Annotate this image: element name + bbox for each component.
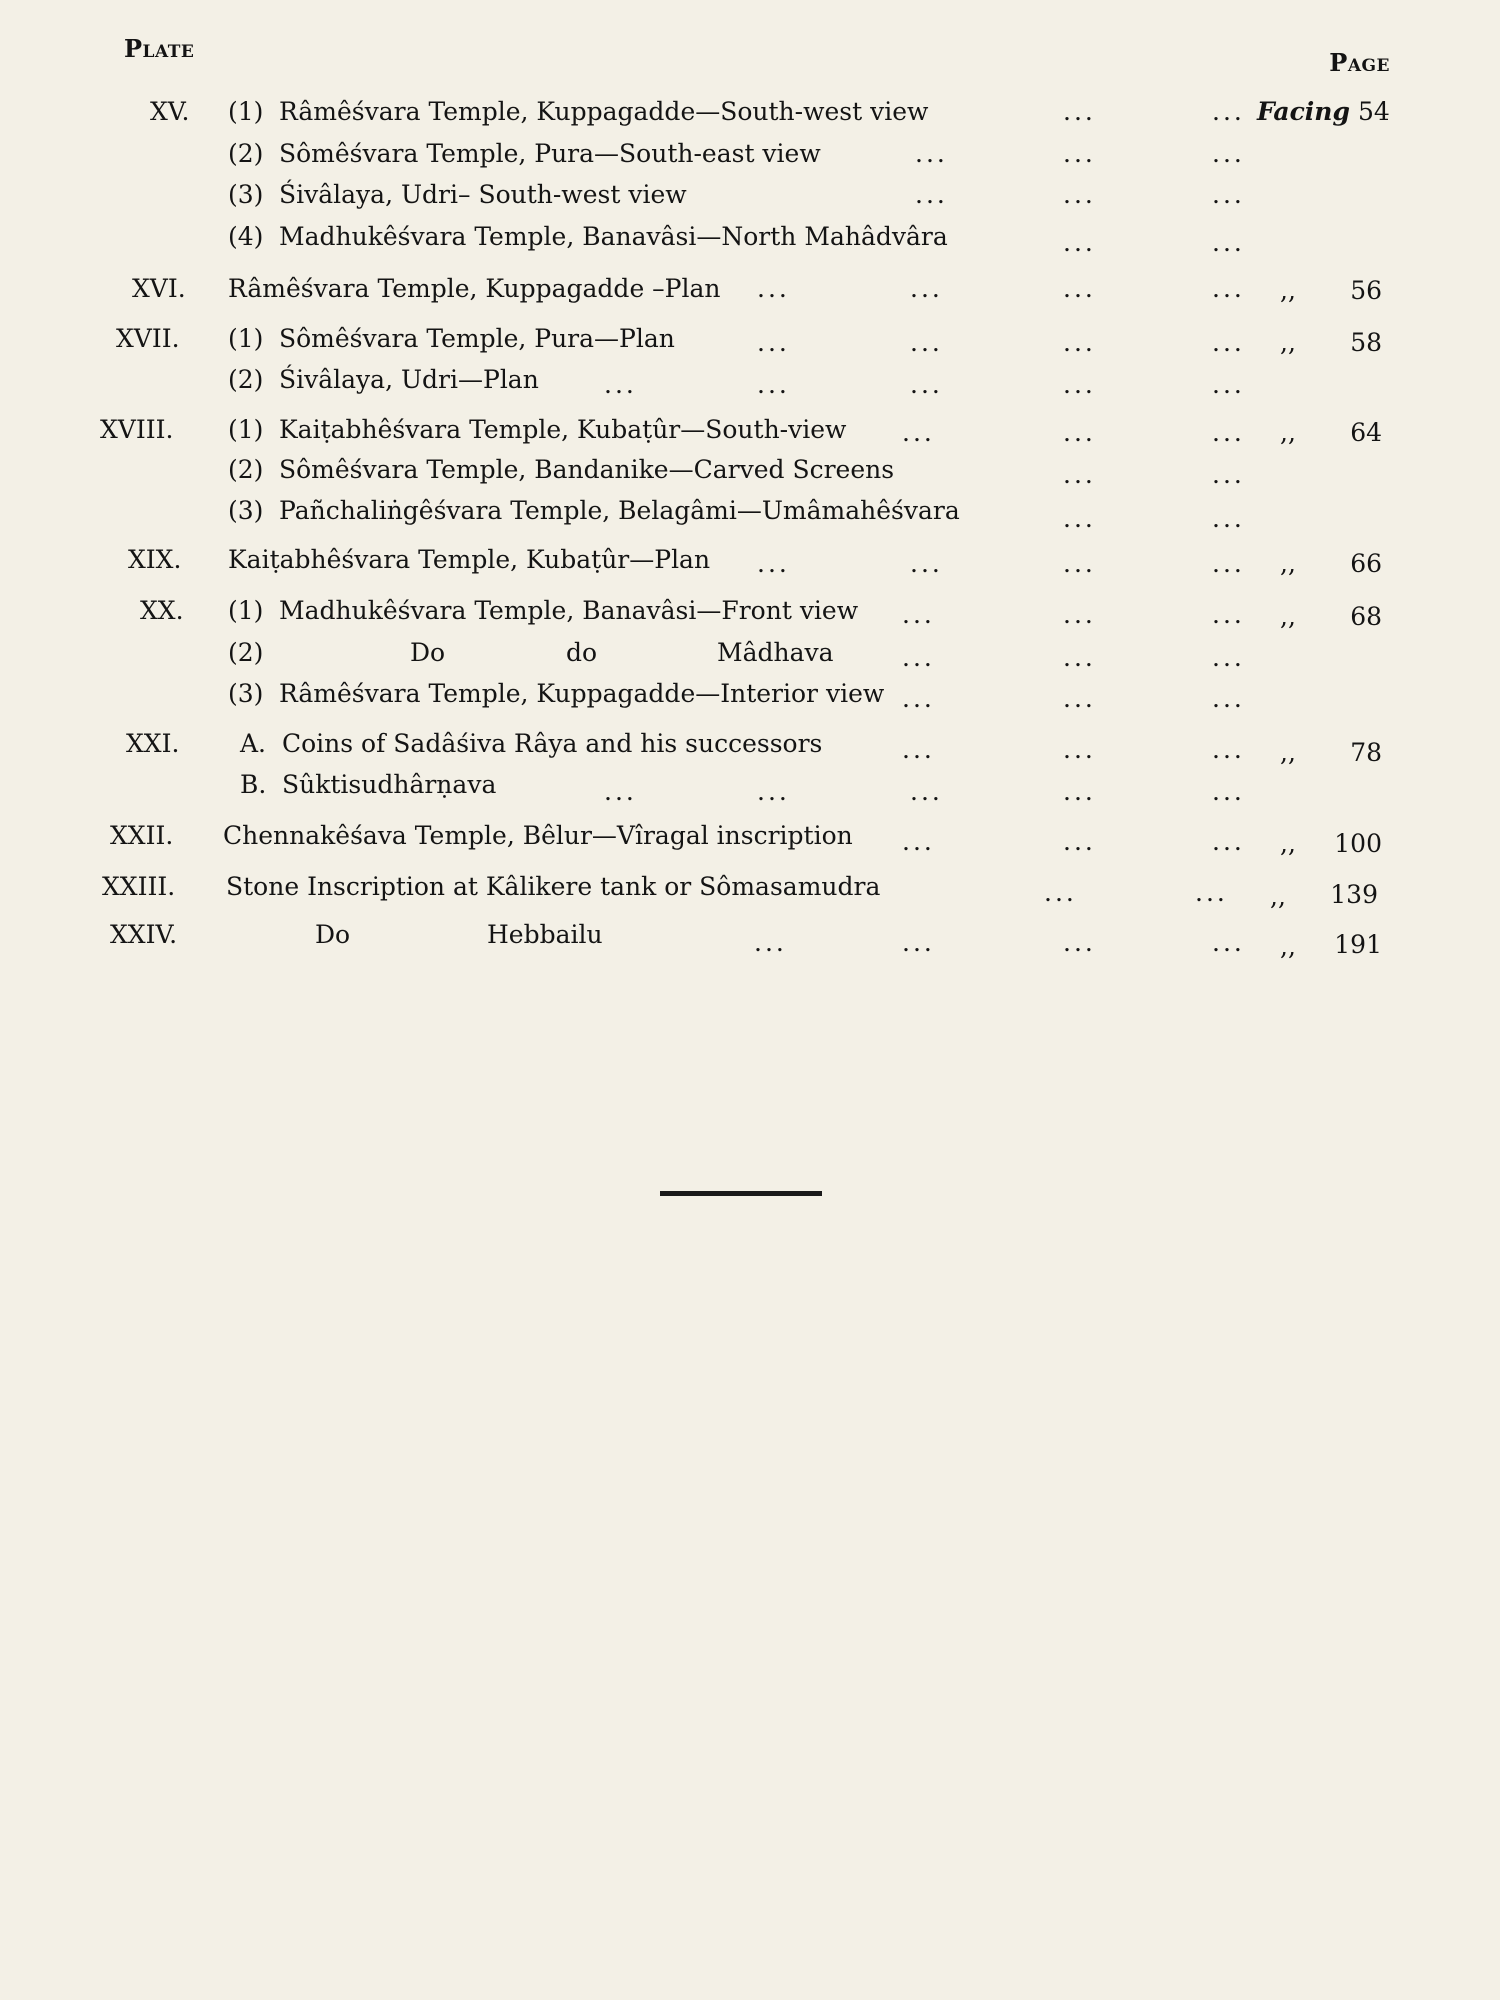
dot-leader: ... <box>1212 643 1245 672</box>
item-number: (1) <box>228 596 264 625</box>
dot-leader: ... <box>910 370 943 399</box>
ditto-mark: ,, <box>1280 276 1296 305</box>
ditto-mark: ,, <box>1280 738 1296 767</box>
plate-number: XVII. <box>116 324 180 353</box>
page-number: 68 <box>1350 602 1382 631</box>
item-number: (1) <box>228 415 264 444</box>
dot-leader: ... <box>1212 418 1245 447</box>
item-title: Kaiṭabhêśvara Temple, Kubaṭûr—South-view <box>279 415 847 444</box>
item-title: Kaiṭabhêśvara Temple, Kubaṭûr—Plan <box>228 545 711 574</box>
dot-leader: ... <box>1212 504 1245 533</box>
dot-leader: ... <box>757 370 790 399</box>
dot-leader: ... <box>1063 370 1096 399</box>
item-title: Chennakêśava Temple, Bêlur—Vîragal inscription <box>223 821 853 850</box>
item-number: (1) <box>228 324 264 353</box>
dot-leader: ... <box>915 139 948 168</box>
plate-column-header: Plate <box>124 34 195 63</box>
dot-leader: ... <box>902 643 935 672</box>
ditto-do: do <box>566 638 598 667</box>
dot-leader: ... <box>1212 735 1245 764</box>
dot-leader: ... <box>604 777 637 806</box>
ditto-do: Do <box>315 920 351 949</box>
dot-leader: ... <box>1063 460 1096 489</box>
dot-leader: ... <box>1063 504 1096 533</box>
dot-leader: ... <box>1063 274 1096 303</box>
item-title: Sûktisudhârṇava <box>282 770 497 799</box>
ditto-mark: ,, <box>1280 418 1296 447</box>
item-title: Hebbailu <box>487 920 603 949</box>
item-title: Pañchaliṅgêśvara Temple, Belagâmi—Umâmahêśvara <box>279 496 960 525</box>
item-number: (3) <box>228 679 264 708</box>
item-title: Sômêśvara Temple, Pura—South-east view <box>279 139 821 168</box>
page-number: 58 <box>1350 328 1382 357</box>
item-title: Sômêśvara Temple, Pura—Plan <box>279 324 675 353</box>
dot-leader: ... <box>910 549 943 578</box>
item-title: Mâdhava <box>717 638 834 667</box>
ditto-mark: ,, <box>1280 328 1296 357</box>
item-title: Râmêśvara Temple, Kuppagadde—Interior view <box>279 679 885 708</box>
dot-leader: ... <box>1063 418 1096 447</box>
dot-leader: ... <box>754 928 787 957</box>
dot-leader: ... <box>910 777 943 806</box>
dot-leader: ... <box>1063 928 1096 957</box>
item-number: A. <box>240 729 267 758</box>
facing-label: Facing <box>1257 97 1350 126</box>
item-number: (3) <box>228 180 264 209</box>
dot-leader: ... <box>902 418 935 447</box>
dot-leader: ... <box>1063 228 1096 257</box>
dot-leader: ... <box>910 328 943 357</box>
item-title: Sômêśvara Temple, Bandanike—Carved Screens <box>279 455 895 484</box>
item-title: Râmêśvara Temple, Kuppagadde—South-west view <box>279 97 929 126</box>
plate-number: XVI. <box>132 274 186 303</box>
plate-number: XV. <box>150 97 190 126</box>
item-number: (4) <box>228 222 264 251</box>
dot-leader: ... <box>1044 878 1077 907</box>
plate-number: XXII. <box>110 821 174 850</box>
item-title: Śivâlaya, Udri—Plan <box>279 365 539 394</box>
dot-leader: ... <box>902 827 935 856</box>
dot-leader: ... <box>1195 878 1228 907</box>
dot-leader: ... <box>1212 97 1245 126</box>
item-number: (1) <box>228 97 264 126</box>
item-number: (2) <box>228 638 264 667</box>
dot-leader: ... <box>1212 180 1245 209</box>
dot-leader: ... <box>1212 139 1245 168</box>
item-title: Śivâlaya, Udri– South-west view <box>279 180 687 209</box>
dot-leader: ... <box>902 928 935 957</box>
dot-leader: ... <box>604 370 637 399</box>
page-number: 100 <box>1334 829 1382 858</box>
dot-leader: ... <box>757 549 790 578</box>
plate-number: XIX. <box>128 545 182 574</box>
dot-leader: ... <box>757 328 790 357</box>
item-number: (2) <box>228 455 264 484</box>
dot-leader: ... <box>757 777 790 806</box>
item-title: Madhukêśvara Temple, Banavâsi—Front view <box>279 596 859 625</box>
dot-leader: ... <box>1063 827 1096 856</box>
dot-leader: ... <box>1212 777 1245 806</box>
dot-leader: ... <box>1212 274 1245 303</box>
dot-leader: ... <box>1212 827 1245 856</box>
plate-number: XX. <box>140 596 184 625</box>
page-number: 56 <box>1350 276 1382 305</box>
dot-leader: ... <box>1063 684 1096 713</box>
dot-leader: ... <box>1212 460 1245 489</box>
page-number: 139 <box>1330 880 1378 909</box>
dot-leader: ... <box>1063 180 1096 209</box>
dot-leader: ... <box>902 600 935 629</box>
page-number: 54 <box>1358 97 1390 126</box>
page-number: 191 <box>1334 930 1382 959</box>
dot-leader: ... <box>1063 328 1096 357</box>
dot-leader: ... <box>1212 370 1245 399</box>
dot-leader: ... <box>1063 549 1096 578</box>
plate-number: XXIII. <box>102 872 176 901</box>
item-title: Coins of Sadâśiva Râya and his successors <box>282 729 823 758</box>
page-number: 66 <box>1350 549 1382 578</box>
page-column-header: Page <box>1329 48 1390 77</box>
item-number: B. <box>240 770 267 799</box>
item-title: Stone Inscription at Kâlikere tank or Sômasamudra <box>226 872 881 901</box>
plate-number: XXIV. <box>110 920 178 949</box>
page-number: 78 <box>1350 738 1382 767</box>
ditto-mark: ,, <box>1280 549 1296 578</box>
dot-leader: ... <box>910 274 943 303</box>
dot-leader: ... <box>1063 735 1096 764</box>
dot-leader: ... <box>1063 777 1096 806</box>
ditto-mark: ,, <box>1270 882 1286 911</box>
dot-leader: ... <box>1212 684 1245 713</box>
dot-leader: ... <box>902 735 935 764</box>
dot-leader: ... <box>902 684 935 713</box>
dot-leader: ... <box>1212 600 1245 629</box>
item-title: Râmêśvara Temple, Kuppagadde –Plan <box>228 274 721 303</box>
ditto-mark: ,, <box>1280 602 1296 631</box>
page-number: 64 <box>1350 418 1382 447</box>
dot-leader: ... <box>1063 97 1096 126</box>
dot-leader: ... <box>1212 228 1245 257</box>
plate-number: XVIII. <box>100 415 174 444</box>
dot-leader: ... <box>1063 139 1096 168</box>
item-number: (2) <box>228 139 264 168</box>
dot-leader: ... <box>1063 600 1096 629</box>
dot-leader: ... <box>915 180 948 209</box>
ditto-mark: ,, <box>1280 932 1296 961</box>
dot-leader: ... <box>1212 928 1245 957</box>
item-number: (2) <box>228 365 264 394</box>
item-number: (3) <box>228 496 264 525</box>
section-divider-rule <box>660 1191 822 1196</box>
dot-leader: ... <box>757 274 790 303</box>
ditto-do: Do <box>410 638 446 667</box>
dot-leader: ... <box>1212 328 1245 357</box>
item-title: Madhukêśvara Temple, Banavâsi—North Mahâdvâra <box>279 222 948 251</box>
dot-leader: ... <box>1212 549 1245 578</box>
ditto-mark: ,, <box>1280 829 1296 858</box>
dot-leader: ... <box>1063 643 1096 672</box>
plate-number: XXI. <box>126 729 180 758</box>
